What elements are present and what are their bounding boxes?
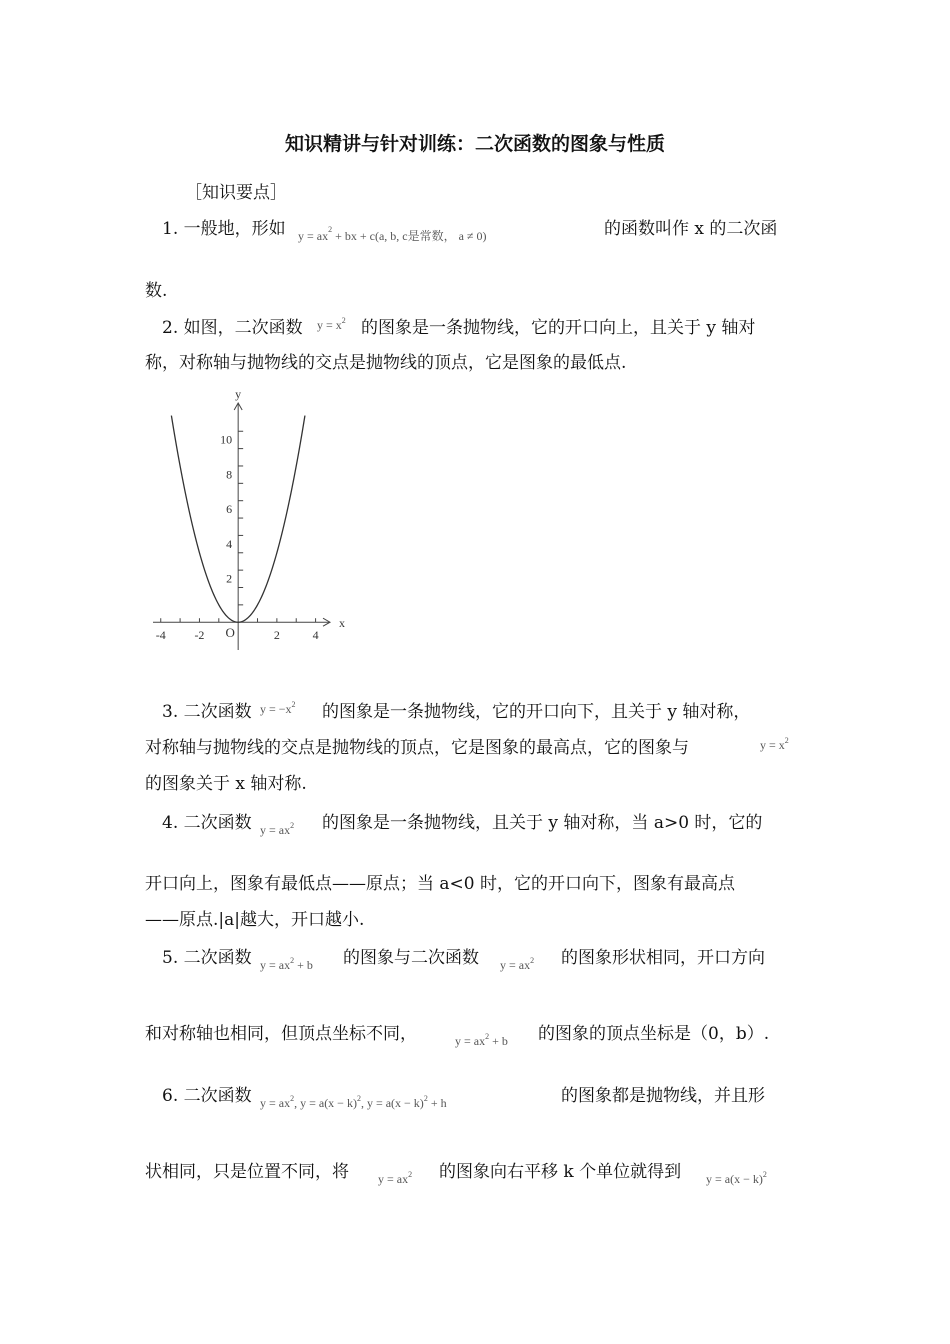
p2-formula: $y = x^2$ xyxy=(317,316,346,332)
p5-text-c: 的图象形状相同，开口方向 xyxy=(561,948,765,968)
p3-text-c: 对称轴与抛物线的交点是抛物线的顶点，它是图象的最高点，它的图象与 xyxy=(145,738,689,758)
p2-text-a: 2. 如图，二次函数 xyxy=(162,318,303,338)
p3-text-a: 3. 二次函数 xyxy=(162,702,252,722)
p4-formula: $y = ax^2$ xyxy=(260,821,295,837)
p6-formula-3: $y = a(x - k)^2$ xyxy=(706,1170,767,1186)
p6-text-c: 状相同，只是位置不同，将 xyxy=(145,1162,349,1182)
y-tick-label: 2 xyxy=(226,571,233,586)
x-tick-label: -2 xyxy=(194,628,205,643)
x-tick-label: -4 xyxy=(155,628,166,643)
x-tick-label: 4 xyxy=(312,628,319,643)
p4-text-c: 开口向上，图象有最低点——原点；当 a<0 时，它的开口向下，图象有最高点 xyxy=(145,874,736,894)
x-axis-label: x xyxy=(339,616,345,631)
x-tick-label: 2 xyxy=(273,628,280,643)
p2-text-c: 称，对称轴与抛物线的交点是抛物线的顶点，它是图象的最低点. xyxy=(145,353,627,373)
y-tick-label: 6 xyxy=(226,502,233,517)
p1-text-c: 数. xyxy=(145,281,168,301)
parabola-chart xyxy=(145,380,355,670)
p5-text-e: 的图象的顶点坐标是（0，b）. xyxy=(538,1024,770,1044)
y-tick-label: 4 xyxy=(226,536,233,551)
page-title: 知识精讲与针对训练：二次函数的图象与性质 xyxy=(284,133,665,155)
p4-text-a: 4. 二次函数 xyxy=(162,813,252,833)
p5-formula-3: $y = ax^2 + b$ xyxy=(455,1032,508,1048)
p3-text-b: 的图象是一条抛物线，它的开口向下，且关于 y 轴对称， xyxy=(322,702,751,722)
p5-text-b: 的图象与二次函数 xyxy=(343,948,479,968)
p5-formula-1: $y = ax^2 + b$ xyxy=(260,956,313,972)
p6-formula-1: $y = ax^2$, $y = a(x - k)^2$, $y = a(x - k)^2 + h$ xyxy=(260,1094,447,1110)
section-heading: ［知识要点］ xyxy=(185,183,287,203)
p1-text-a: 1. 一般地，形如 xyxy=(162,219,286,239)
p6-text-d: 的图象向右平移 k 个单位就得到 xyxy=(439,1162,682,1182)
p5-text-a: 5. 二次函数 xyxy=(162,948,252,968)
y-tick-label: 10 xyxy=(220,432,233,447)
p6-formula-2: $y = ax^2$ xyxy=(378,1170,413,1186)
p2-text-b: 的图象是一条抛物线，它的开口向上，且关于 y 轴对 xyxy=(361,318,756,338)
y-axis-label: y xyxy=(235,387,242,401)
p4-text-d: ——原点.|a|越大，开口越小. xyxy=(145,910,365,930)
y-tick-label: 8 xyxy=(226,467,233,482)
p6-text-a: 6. 二次函数 xyxy=(162,1086,252,1106)
p1-text-b: 的函数叫作 x 的二次函 xyxy=(604,219,778,239)
p4-text-b: 的图象是一条抛物线，且关于 y 轴对称，当 a>0 时，它的 xyxy=(322,813,763,833)
p5-text-d: 和对称轴也相同，但顶点坐标不同， xyxy=(145,1024,417,1044)
p6-text-b: 的图象都是抛物线，并且形 xyxy=(561,1086,765,1106)
p3-formula-1: $y = -x^2$ xyxy=(260,700,296,716)
p1-formula: $y = ax^2$ + bx + c(a, b, c是常数， a ≠ 0) xyxy=(298,225,487,243)
origin-label: O xyxy=(225,625,235,641)
p5-formula-2: $y = ax^2$ xyxy=(500,956,535,972)
p3-text-d: 的图象关于 x 轴对称. xyxy=(145,774,307,794)
p3-formula-2: $y = x^2$ xyxy=(760,736,789,752)
